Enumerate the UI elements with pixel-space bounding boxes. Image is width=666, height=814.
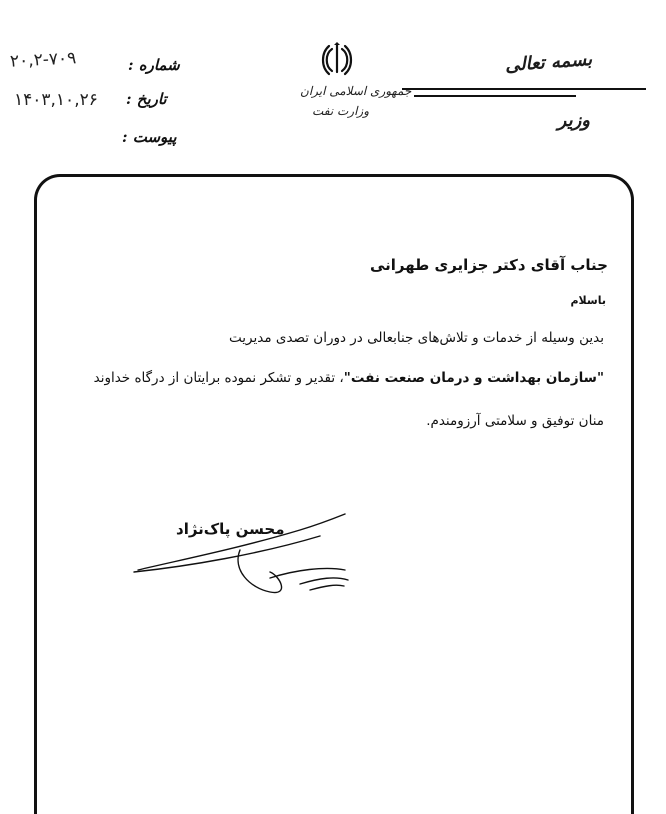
bismillah-heading: بسمه تعالی <box>504 48 593 77</box>
handwritten-signature <box>120 500 380 610</box>
number-value: ۲۰,۲-۷۰۹ <box>9 48 77 72</box>
signer-name: محسن پاک‌نژاد <box>176 520 285 538</box>
header-rule-top <box>402 88 646 90</box>
body-line-2 <box>94 370 604 386</box>
minister-title: وزیر <box>557 110 590 131</box>
salutation: جناب آقای دکتر جزایری طهرانی <box>369 256 608 274</box>
emblem-ministry-text: وزارت نفت <box>312 104 370 118</box>
attachment-label: پیوست : <box>122 128 177 146</box>
emblem-country-text: جمهوری اسلامی ایران <box>300 84 412 98</box>
body-line-2-rest: ، تقدیر و تشکر نموده برایتان از درگاه خداوند <box>93 370 344 386</box>
body-line-3: منان توفیق و سلامتی آرزومندم. <box>426 413 604 429</box>
date-value: ۱۴۰۳,۱۰,۲۶ <box>14 90 98 110</box>
number-label: شماره : <box>128 56 180 74</box>
header-rule-bottom <box>414 95 576 97</box>
body-line-1: بدین وسیله از خدمات و تلاش‌های جنابعالی در دوران تصدی مدیریت <box>229 330 604 346</box>
organization-name: "سازمان بهداشت و درمان صنعت نفت" <box>343 370 604 386</box>
iran-emblem-icon <box>320 42 354 78</box>
greeting: باسلام <box>570 294 606 307</box>
date-label: تاریخ : <box>126 90 167 108</box>
